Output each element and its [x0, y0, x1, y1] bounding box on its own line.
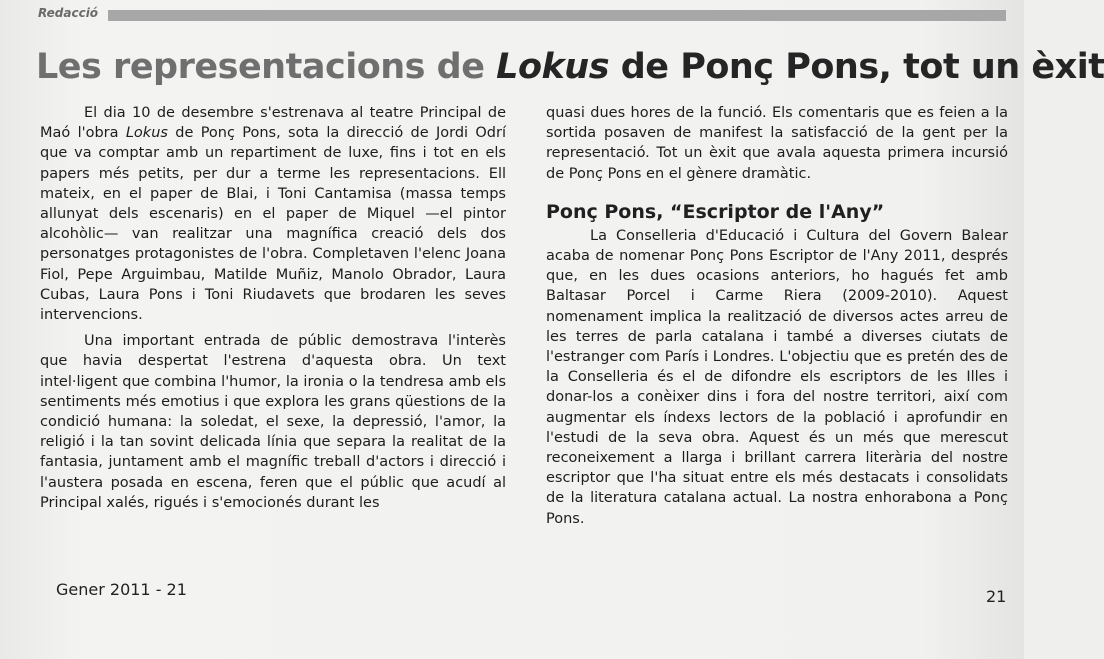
headline-part-3: de Ponç Pons, tot un èxit: [609, 47, 1104, 87]
article-column-right: [546, 103, 1008, 529]
headline-play-title: Lokus: [496, 47, 610, 87]
headline-part-1: Les representacions de: [36, 47, 497, 87]
section-label: Redacció: [38, 6, 99, 20]
footer-page-number: 21: [986, 587, 1007, 606]
section-header-bar: [108, 10, 1006, 21]
article-headline: [36, 42, 1104, 92]
article-subheading: Ponç Pons, “Escriptor de l'Any”: [546, 200, 885, 223]
footer-issue-info: Gener 2011 - 21: [56, 580, 187, 599]
paragraph-1-play-title: Lokus: [125, 125, 168, 142]
article-paragraph-3: La Conselleria d'Educació i Cultura del Govern Balear acaba de nomenar Ponç Pons Escriptor de l'Any 2011, després que, en les dues ocasions anteriors, ho hagués fet amb Baltasar Porcel i Carme Riera (2009-2010). Aquest nomenament implica la realització de diversos actes arreu de les terres de parla catalana i també a diverses ciutats de l'estranger com París i Londres. L'objectiu que es pretén des de la Conselleria és el de difondre els escriptors de les Illes i donar-los a conèixer dins i fora del nostre territori, així com augmentar els índexs lectors de la població i aprofundir en l'estudi de la seva obra. Aquest és un més que merescut reconeixement a llarga i brillant carrera literària del nostre escriptor que l'ha situat entre els més destacats i consolidats de la literatura catalana actual. La nostra enhorabona a Ponç Pons.: [546, 227, 1008, 527]
paragraph-1-text-a: El dia 10 de desembre s'estrenava al teatre Principal de Maó l'obra: [40, 105, 506, 142]
article-paragraph-continuation: quasi dues hores de la funció. Els comentaris que es feien a la sortida posaven de manifest la satisfacció de la gent per la representació. Tot un èxit que avala aquesta primera incursió de Ponç Pons en el gènere dramàtic.: [546, 105, 1008, 182]
article-column-left: [40, 103, 506, 513]
article-paragraph-2: Una important entrada de públic demostrava l'interès que havia despertat l'estrena d'aquesta obra. Un text intel·ligent que combina l'humor, la ironia o la tendresa amb els sentiments més emotius i que explora les grans qüestions de la condició humana: la soledat, el sexe, la depressió, l'amor, la religió i la tan sovint delicada línia que separa la realitat de la fantasia, juntament amb el magnífic treball d'actors i direcció i l'austera posada en escena, feren que el públic que acudí al Principal xalés, rigués i s'emocionés durant les: [40, 333, 506, 511]
paragraph-1-text-b: de Ponç Pons, sota la direcció de Jordi Odrí que va comptar amb un repartiment de luxe, fins i tot en els papers més petits, per dur a terme les representacions. Ell mateix, en el paper de Blai, i Toni Cantamisa (massa temps allunyat dels escenaris) en el paper de Miquel —el pintor alcohòlic— van realitzar una magnífica creació dels dos personatges protagonistes de l'obra. Completaven l'elenc Joana Fiol, Pepe Arguimbau, Matilde Muñiz, Manolo Obrador, Laura Cubas, Laura Pons i Toni Riudavets que brodaren les seves intervencions.: [40, 125, 506, 324]
article-paragraph-1: [40, 103, 506, 325]
